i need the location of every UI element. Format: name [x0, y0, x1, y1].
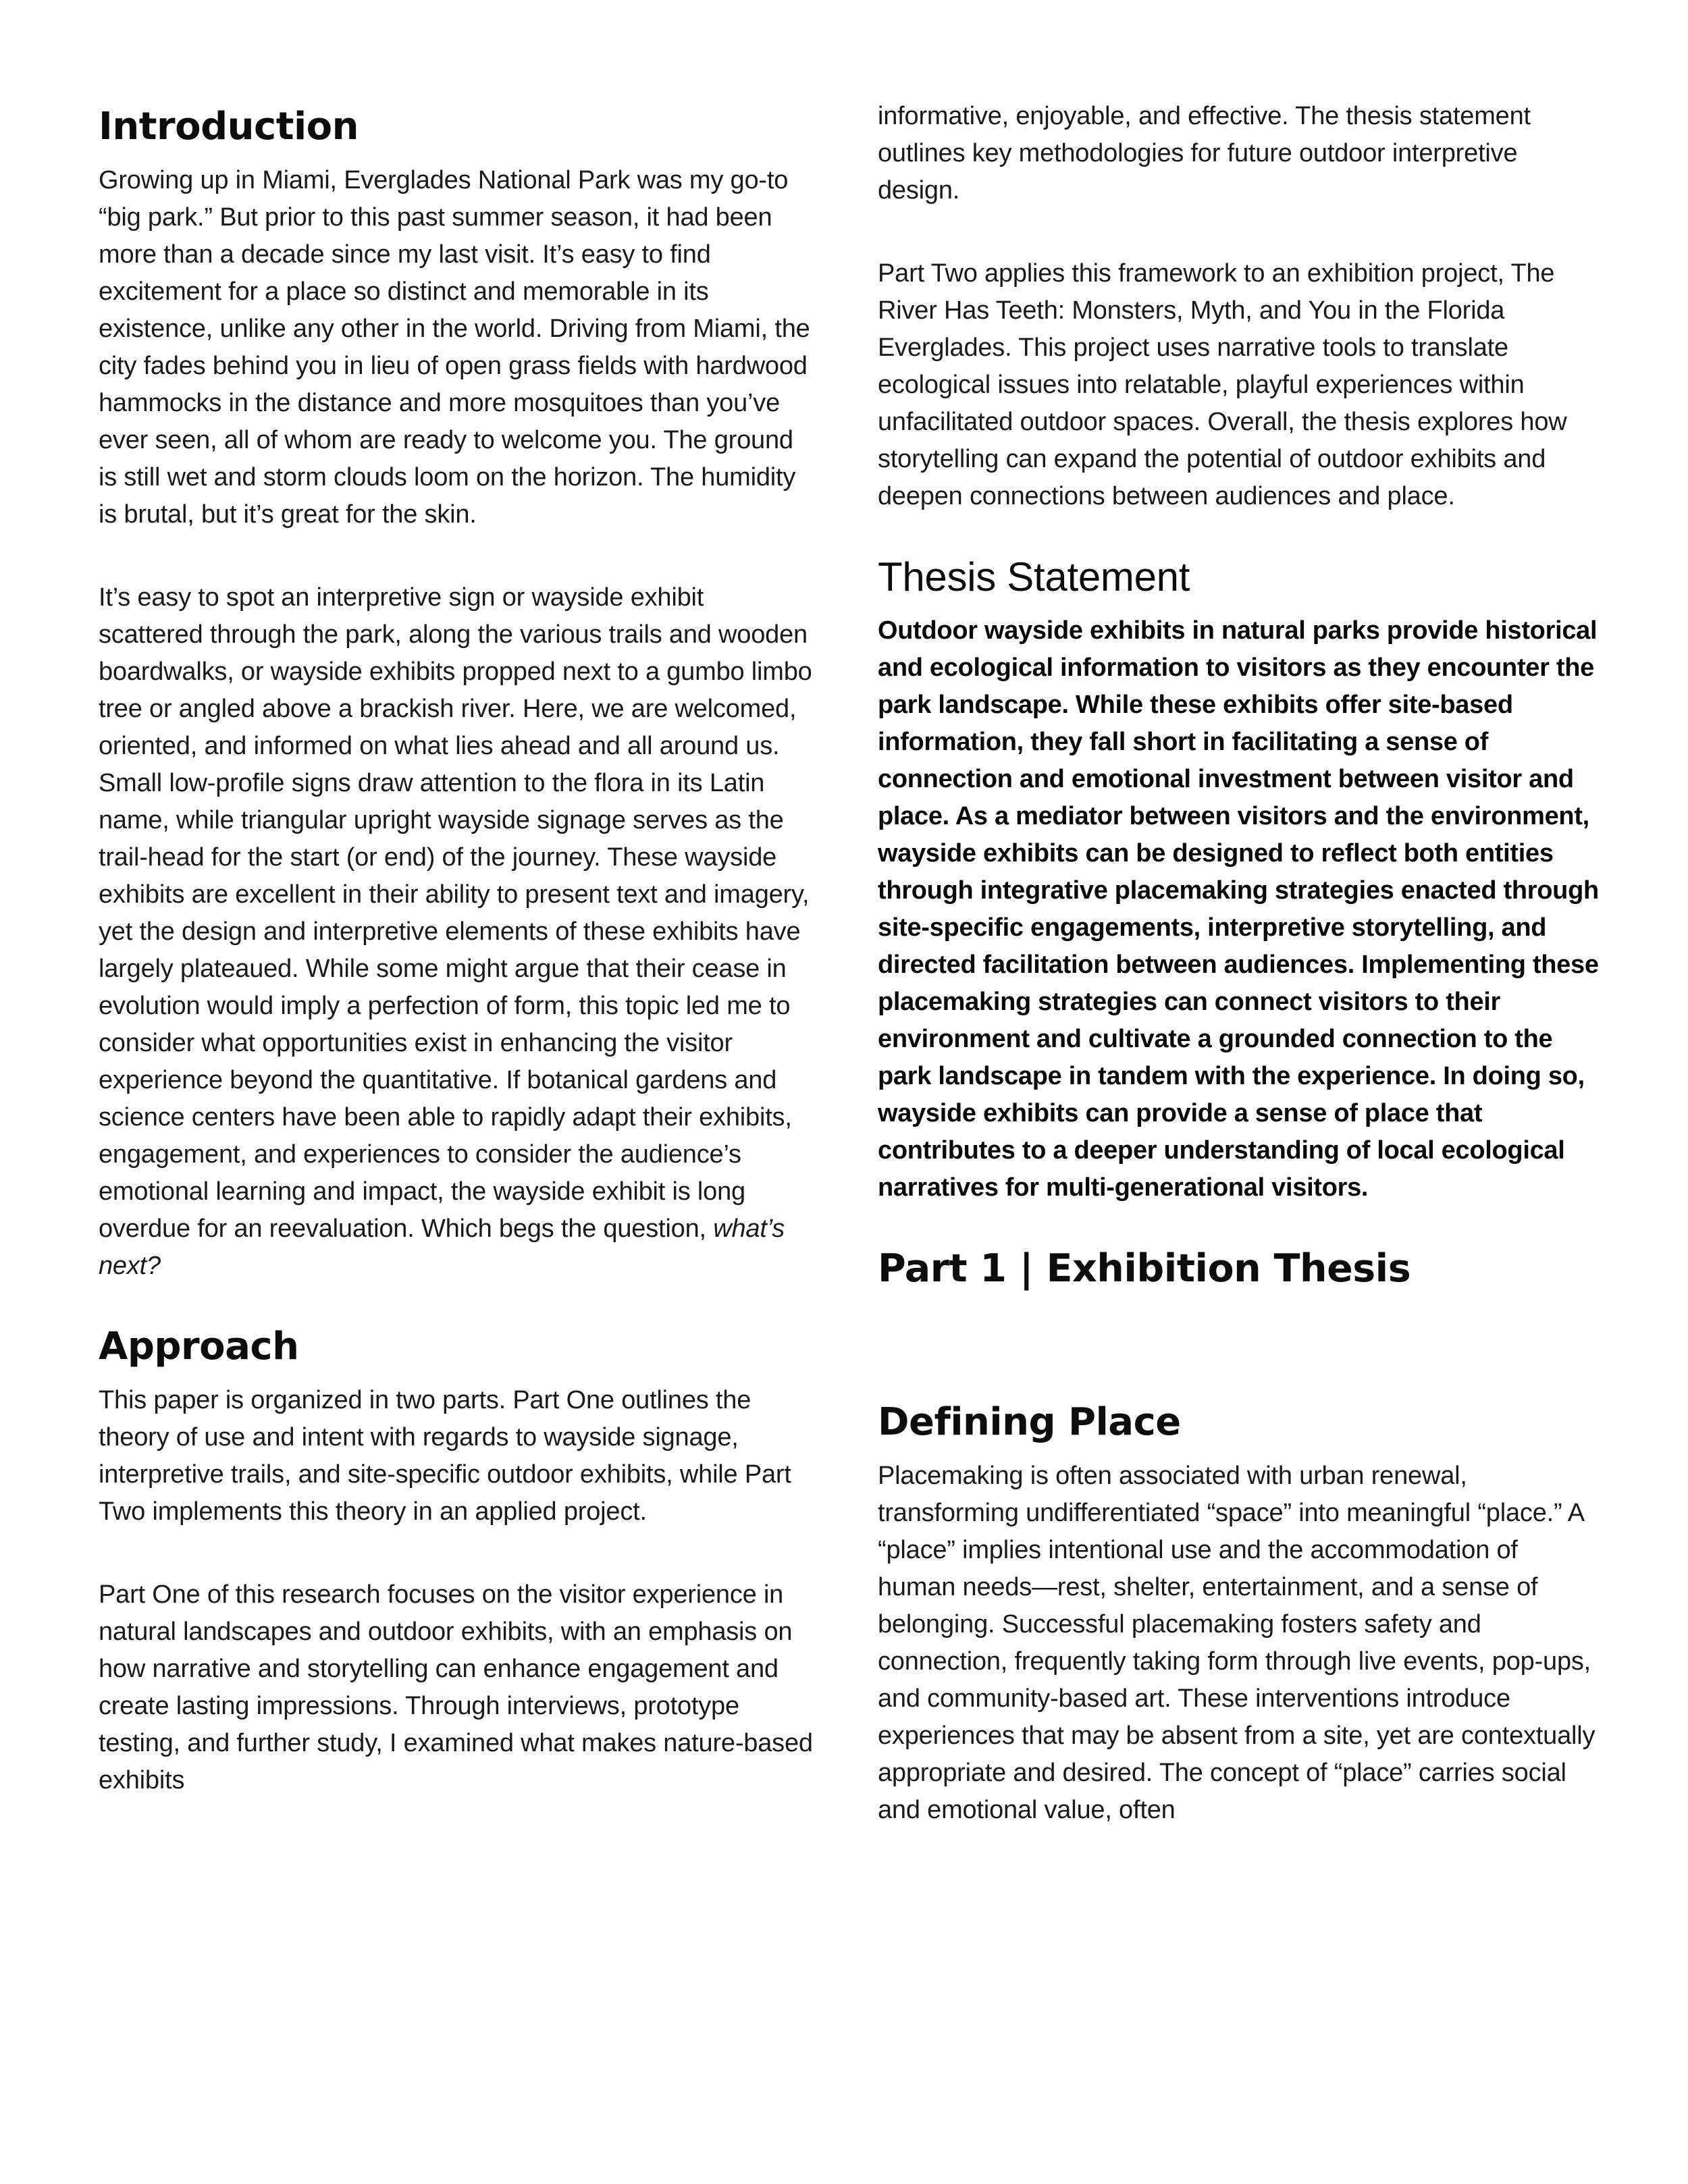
- thesis-statement-body: Outdoor wayside exhibits in natural parks provide historical and ecological information to visitors as they encounter the park landscape. While these exhibits offer site-based information, they fall short in facilitating a sense of connection and emotional investment between visitor and place. As a mediator between visitors and the environment, wayside exhibits can be designed to reflect both entities through integrative placemaking strategies enacted through site-specific engagements, interpretive storytelling, and directed facilitation between audiences. Implementing these placemaking strategies can connect visitors to their environment and cultivate a grounded connection to the park landscape in tandem with the experience. In doing so, wayside exhibits can provide a sense of place that contributes to a deeper understanding of local ecological narratives for multi-generational visitors.: [878, 616, 1599, 1202]
- approach-paragraph-2: Part One of this research focuses on the visitor experience in natural landscapes and outdoor exhibits, with an emphasis on how narrative and storytelling can enhance engagement and create lasting impressions. Through interviews, prototype testing, and further study, I examined what makes nature-based exhibits: [99, 1580, 813, 1794]
- defining-place-body: Placemaking is often associated with urban renewal, transforming undifferentiated “space” into meaningful “place.” A “place” implies intentional use and the accommodation of human needs—rest, shelter, entertainment, and a sense of belonging. Successful placemaking fosters safety and connection, frequently taking form through live events, pop-ups, and community-based art. These interventions introduce experiences that may be absent from a site, yet are contextually appropriate and desired. The concept of “place” carries social and emotional value, often: [878, 1462, 1595, 1824]
- part-1-heading: Part 1 | Exhibition Thesis: [878, 1246, 1411, 1291]
- introduction-paragraph-2-text: It’s easy to spot an interpretive sign or wayside exhibit scattered through the park, along the various trails and wooden boardwalks, or wayside exhibits propped next to a gumbo limbo tree or angled above a brackish river. Here, we are welcomed, oriented, and informed on what lies ahead and all around us. Small low-profile signs draw attention to the flora in its Latin name, while triangular upright wayside signage serves as the trail-head for the start (or end) of the journey. These wayside exhibits are excellent in their ability to present text and imagery, yet the design and interpretive elements of these exhibits have largely plateaued. While some might argue that their cease in evolution would imply a perfection of form, this topic led me to consider what opportunities exist in enhancing the visitor experience beyond the quantitative. If botanical gardens and science centers have been able to rapidly adapt their exhibits, engagement, and experiences to consider the audience’s emotional learning and impact, the wayside exhibit is long overdue for an reevaluation. Which begs the question,: [99, 583, 812, 1243]
- thesis-statement-heading: Thesis Statement: [878, 554, 1190, 600]
- introduction-paragraph-2: [99, 579, 814, 1285]
- whats-next-italic: what’s next?: [99, 1215, 785, 1280]
- approach-continued-paragraph-2: Part Two applies this framework to an exhibition project, The River Has Teeth: Monsters, Myth, and You in the Florida Everglades. This project uses narrative tools to translate ecological issues into relatable, playful experiences within unfacilitated outdoor spaces. Overall, the thesis explores how storytelling can expand the potential of outdoor exhibits and deepen connections between audiences and place.: [878, 259, 1567, 510]
- approach-heading: Approach: [99, 1325, 299, 1368]
- introduction-heading: Introduction: [99, 105, 359, 149]
- defining-place-heading: Defining Place: [878, 1400, 1181, 1444]
- introduction-paragraph-1: Growing up in Miami, Everglades National Park was my go-to “big park.” But prior to this past summer season, it had been more than a decade since my last visit. It’s easy to find excitement for a place so distinct and memorable in its existence, unlike any other in the world. Driving from Miami, the city fades behind you in lieu of open grass fields with hardwood hammocks in the distance and more mosquitoes than you’ve ever seen, all of whom are ready to welcome you. The ground is still wet and storm clouds loom on the horizon. The humidity is brutal, but it’s great for the skin.: [99, 166, 810, 529]
- left-column: [99, 100, 814, 1799]
- approach-continued-paragraph-1: informative, enjoyable, and effective. The thesis statement outlines key methodologies for future outdoor interpretive design.: [878, 102, 1531, 205]
- right-column: [878, 98, 1600, 1829]
- approach-paragraph-1: This paper is organized in two parts. Part One outlines the theory of use and intent with regards to wayside signage, interpretive trails, and site-specific outdoor exhibits, while Part Two implements this theory in an applied project.: [99, 1386, 791, 1526]
